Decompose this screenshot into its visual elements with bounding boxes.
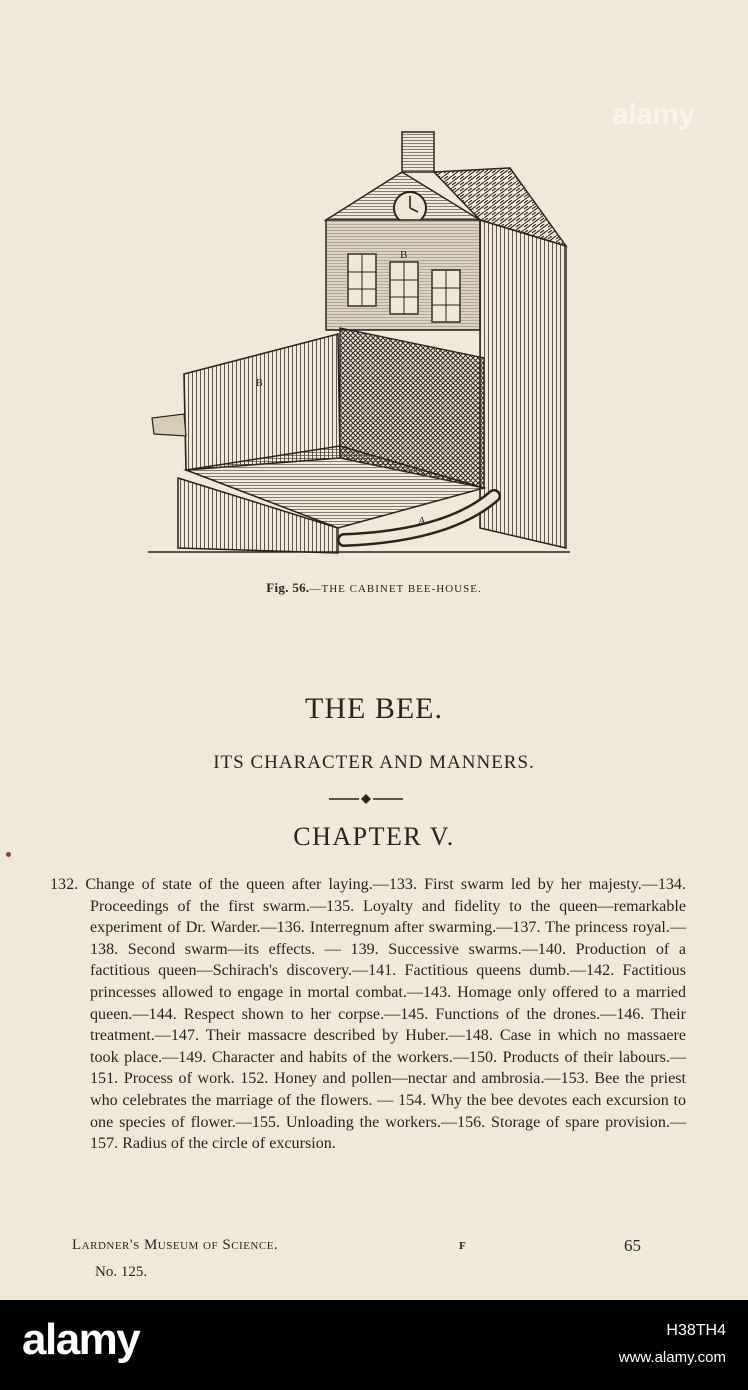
stock-logo: alamy <box>22 1315 140 1364</box>
stock-image-id: H38TH4 <box>666 1322 726 1339</box>
issue-number: No. 125. <box>95 1264 148 1280</box>
page-subtitle: ITS CHARACTER AND MANNERS. <box>213 752 535 773</box>
ink-spot <box>6 852 11 857</box>
series-title: Lardner's Museum of Science. <box>72 1237 279 1253</box>
figure-caption <box>0 580 748 596</box>
watermark-logo: alamy <box>612 98 695 131</box>
divider-ornament <box>329 792 403 806</box>
page-number: 65 <box>624 1236 641 1255</box>
page-title: THE BEE. <box>305 692 443 725</box>
svg-text:B: B <box>400 249 408 261</box>
svg-text:A: A <box>418 515 426 527</box>
chapter-heading: CHAPTER V. <box>293 822 455 851</box>
svg-text:B: B <box>256 378 263 389</box>
signature-mark: F <box>459 1240 466 1252</box>
figure-number: Fig. 56. <box>266 580 310 595</box>
figure-caption-text: —THE CABINET BEE-HOUSE. <box>309 583 482 595</box>
bee-house-engraving <box>148 128 570 558</box>
stock-url: www.alamy.com <box>618 1349 726 1366</box>
chapter-summary: 132. Change of state of the queen after laying.—133. First swarm led by her majesty.—134. Proceedings of the first swarm.—135. Loyalty and fidelity to the queen—remarkable experiment of Dr. Warder.—136. Interregnum after swarming.—137. The princess royal.—138. Second swarm—its effects. — 139. Successive swarms.—140. Production of a factitious queen—Schirach's discovery.—141. Factitious queens dumb.—142. Factitious princesses allowed to engage in mortal combat.—143. Homage only offered to a married queen.—144. Respect shown to her corpse.—145. Functions of the drones.—146. Their treatment.—147. Their massacre described by Huber.—148. Case in which no massaere took place.—149. Character and habits of the workers.—150. Products of their labours.—151. Process of work. 152. Honey and pollen—nectar and ambrosia.—153. Bee the priest who celebrates the marriage of the flowers. — 154. Why the bee devotes each excursion to one species of flower.—155. Unloading the workers.—156. Storage of spare provision.—157. Radius of the circle of excursion. <box>50 876 686 1153</box>
